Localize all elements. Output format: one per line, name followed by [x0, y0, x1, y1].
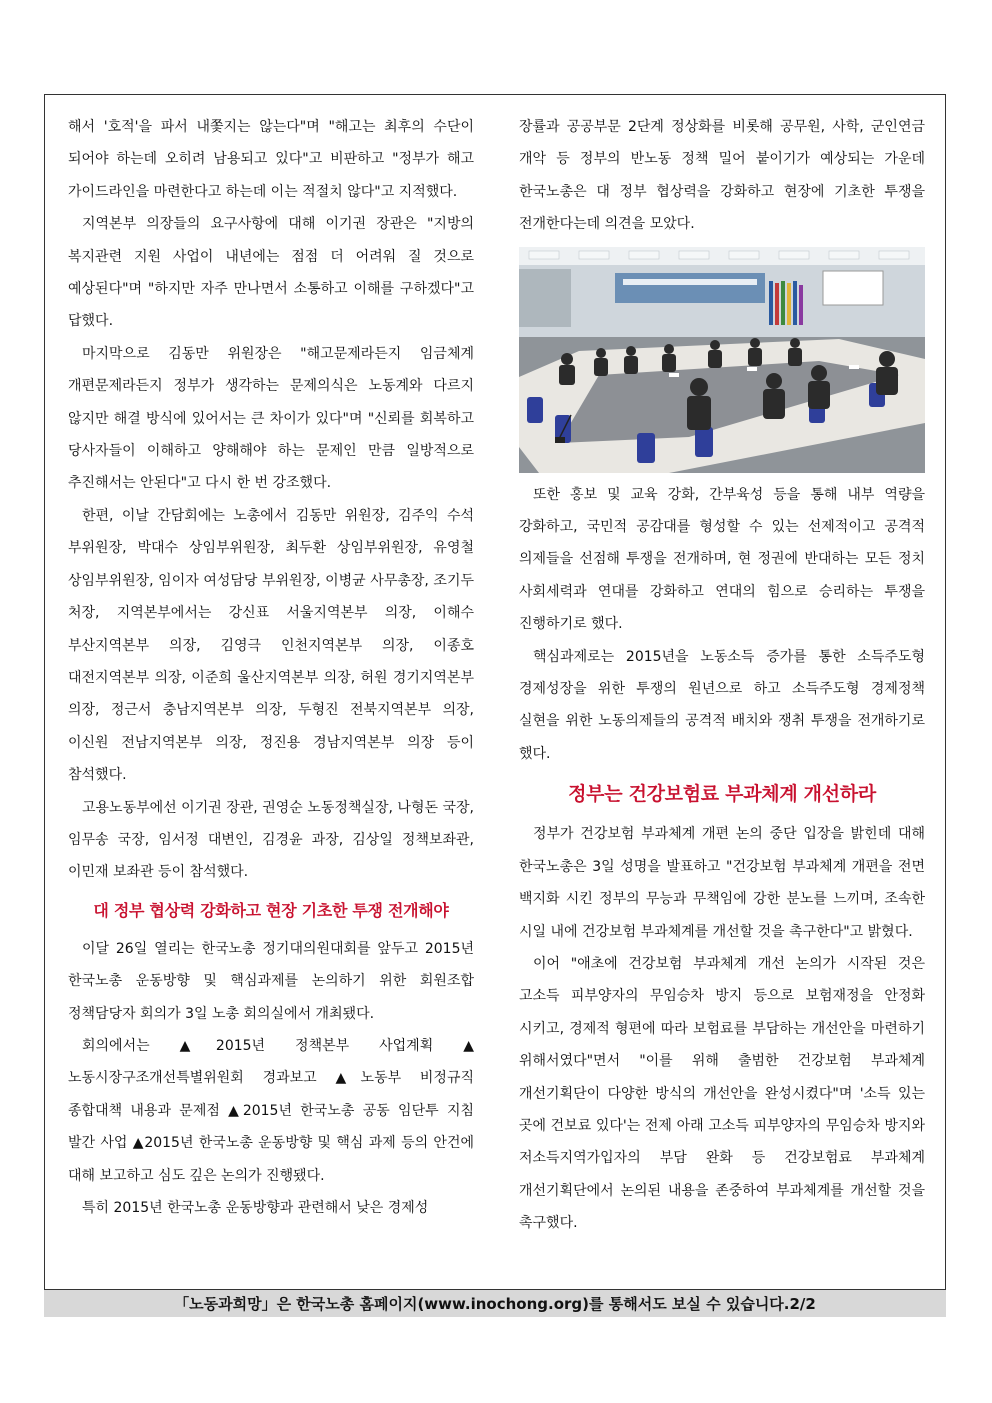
paragraph: 특히 2015년 한국노총 운동방향과 관련해서 낮은 경제성	[82, 1200, 429, 1216]
footer-text: 「노동과희망」은 한국노총 홈페이지(www.inochong.org)를 통해서도 보실 수 있습니다.2/2	[174, 1295, 816, 1313]
paragraph: 고용노동부에선 이기권 장관, 권영순 노동정책실장, 나형돈 국장, 임무송 국장, 임서정 대변인, 김경윤 과장, 김상일 정책보좌관, 이민재 보좌관 등이 참석했다.	[68, 799, 474, 881]
newsletter-page-frame	[44, 94, 946, 1316]
paragraph: 이달 26일 열리는 한국노총 정기대의원대회를 앞두고 2015년 한국노총 운동방향 및 핵심과제를 논의하기 위한 회원조합 정책담당자 회의가 3일 노총 회의실에서 개최됐다.	[68, 940, 474, 1022]
paragraph: 정부가 건강보험 부과체계 개편 논의 중단 입장을 밝힌데 대해 한국노총은 3일 성명을 발표하고 "건강보험 부과체계 개편을 전면 백지화 시킨 정부의 무능과 무책임에 강한 분노를 느끼며, 조속한 시일 내에 건강보험 부과체계를 개선할 것을 촉구한다"고 밝혔다.	[519, 826, 925, 940]
meeting-room-photo	[519, 247, 925, 473]
paragraph: 또한 홍보 및 교육 강화, 간부육성 등을 통해 내부 역량을 강화하고, 국민적 공감대를 형성할 수 있는 선제적이고 공격적 의제들을 선점해 투쟁을 전개하며, 현 정권에 반대하는 모든 정치 사회세력과 연대를 강화하고 연대의 힘으로 승리하는 투쟁을 진행하기로 했다.	[519, 486, 925, 633]
paragraph: 장률과 공공부문 2단계 정상화를 비롯해 공무원, 사학, 군인연금 개악 등 정부의 반노동 정책 밀어 붙이기가 예상되는 가운데 한국노총은 대 정부 협상력을 강화하고 현장에 기초한 투쟁을 전개한다는데 의견을 모았다.	[519, 119, 925, 233]
section-heading-policy-struggle: 대 정부 협상력 강화하고 현장 기초한 투쟁 전개해야	[93, 900, 449, 920]
right-column	[519, 111, 925, 1240]
paragraph: 한편, 이날 간담회에는 노총에서 김동만 위원장, 김주익 수석 부위원장, 박대수 상임부위원장, 최두환 상임부위원장, 유영철 상임부위원장, 임이자 여성담당 부위원장, 이병균 사무총장, 조기두 처장, 지역본부에서는 강신표 서울지역본부 의장, 이해수 부산지역본부 의장, 김영극 인천지역본부 의장, 이종호 대전지역본부 의장, 이준희 울산지역본부 의장, 허원 경기지역본부 의장, 정근서 충남지역본부 의장, 두형진 전북지역본부 의장, 이신원 전남지역본부 의장, 정진용 경남지역본부 의장 등이 참석했다.	[68, 507, 474, 784]
left-column	[68, 111, 474, 1224]
footer-banner	[44, 1289, 946, 1317]
section-heading-health-insurance: 정부는 건강보험료 부과체계 개선하라	[568, 783, 876, 806]
paragraph: 핵심과제로는 2015년을 노동소득 증가를 통한 소득주도형 경제성장을 위한 투쟁의 원년으로 하고 소득주도형 경제정책 실현을 위한 노동의제들의 공격적 배치와 쟁취 투쟁을 전개하기로 했다.	[519, 648, 925, 762]
paragraph: 지역본부 의장들의 요구사항에 대해 이기권 장관은 "지방의 복지관련 지원 사업이 내년에는 점점 더 어려워 질 것으로 예상된다"며 "하지만 자주 만나면서 소통하고 이해를 구하겠다"고 답했다.	[68, 216, 474, 330]
paragraph: 해서 '호적'을 파서 내쫓지는 않는다"며 "해고는 최후의 수단이 되어야 하는데 오히려 남용되고 있다"고 비판하고 "정부가 해고 가이드라인을 마련한다고 하는데 이는 적절치 않다"고 지적했다.	[68, 119, 474, 200]
paragraph: 회의에서는 ▲2015년 정책본부 사업계획 ▲노동시장구조개선특별위원회 경과보고 ▲노동부 비정규직 종합대책 내용과 문제점 ▲2015년 한국노총 공동 임단투 지침 발간 사업 ▲2015년 한국노총 운동방향 및 핵심 과제 등의 안건에 대해 보고하고 심도 깊은 논의가 진행됐다.	[68, 1037, 474, 1184]
paragraph: 이어 "애초에 건강보험 부과체계 개선 논의가 시작된 것은 고소득 피부양자의 무임승차 방지 등으로 보험재정을 안정화 시키고, 경제적 형편에 따라 보험료를 부담하는 개선안을 마련하기 위해서였다"면서 "이를 위해 출범한 건강보험 부과체계 개선기획단이 다양한 방식의 개선안을 완성시켰다"며 '소득 있는 곳에 건보료 있다'는 전제 아래 고소득 피부양자의 무임승차 방지와 저소득지역가입자의 부담 완화 등 건강보험료 부과체계 개선기획단에서 논의된 내용을 존중하여 부과체계를 개선할 것을 촉구했다.	[519, 955, 925, 1232]
paragraph: 마지막으로 김동만 위원장은 "해고문제라든지 임금체계 개편문제라든지 정부가 생각하는 문제의식은 노동계와 다르지 않지만 해결 방식에 있어서는 큰 차이가 있다"며 "신뢰를 회복하고 당사자들이 이해하고 양해해야 하는 문제인 만큼 일방적으로 추진해서는 안된다"고 다시 한 번 강조했다.	[68, 345, 474, 492]
